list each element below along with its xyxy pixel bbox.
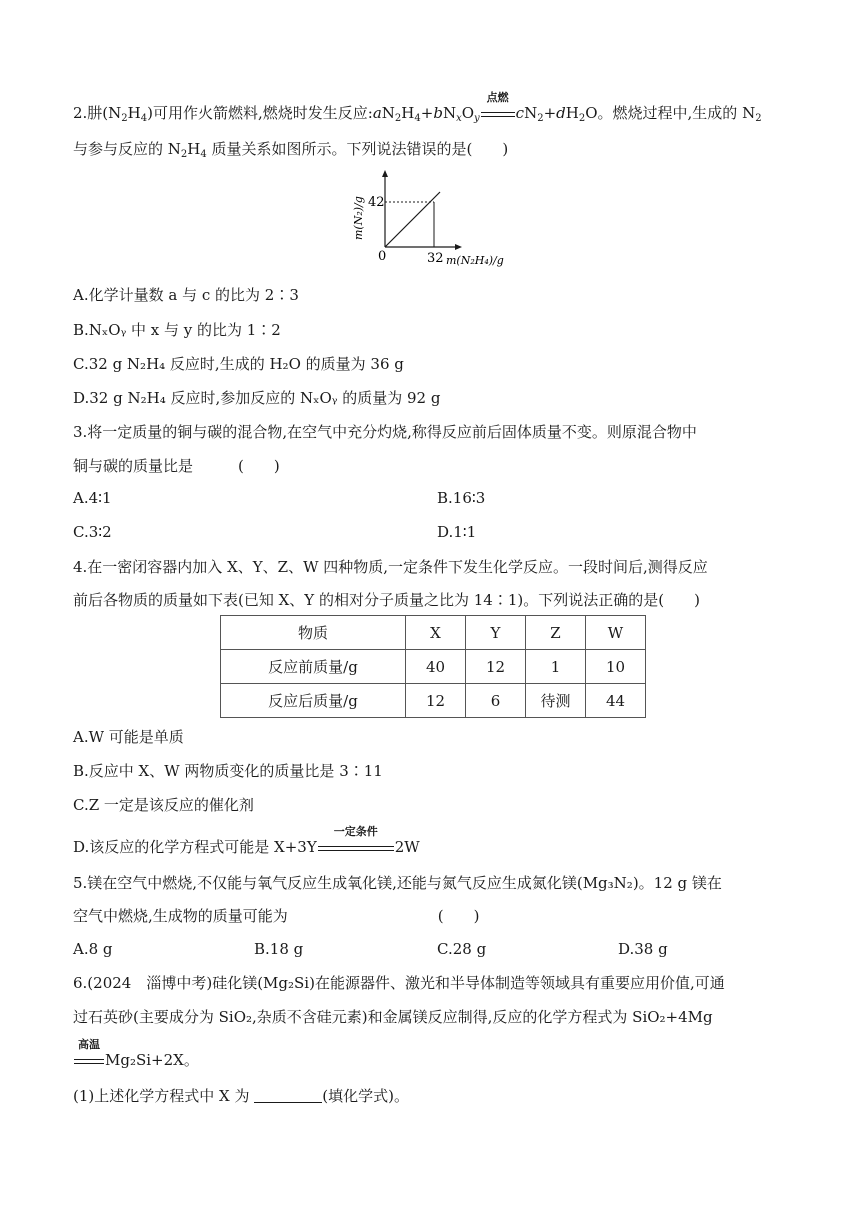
table-cell: 44 xyxy=(586,684,646,718)
q6-stem-line1: 6.(2024 淄博中考)硅化镁(Mg₂Si)在能源器件、激光和半导体制造等领域具有重要应用价值,可通 xyxy=(73,974,725,992)
q4-reaction-condition: 一定条件 xyxy=(317,837,395,857)
q2-stem-line1: 2.肼$(N_2H_4)$可用作火箭燃料,燃烧时发生反应$:aN_2H_4+bN_xO_y$ 点燃 $cN_2+dH_2O$。燃烧过程中,生成的 $N_2$ xyxy=(73,91,762,124)
table-cell: 待测 xyxy=(526,684,586,718)
q2-graph-line xyxy=(385,192,440,247)
q6-stem-line2: 过石英砂(主要成分为 SiO₂,杂质不含硅元素)和金属镁反应制得,反应的化学方程式为 SiO₂+4Mg xyxy=(73,1008,713,1026)
q5-option-b[interactable]: B.18 g xyxy=(254,940,304,958)
table-cell: 40 xyxy=(406,650,466,684)
table-row xyxy=(221,650,646,684)
q3-option-b[interactable]: B.16∶3 xyxy=(437,489,486,507)
q3-option-d[interactable]: D.1∶1 xyxy=(437,523,477,541)
q2-option-a[interactable]: A.化学计量数 a 与 c 的比为 2∶3 xyxy=(73,286,299,304)
q3-stem-line2: 铜与碳的质量比是 ( ) xyxy=(73,457,280,475)
q3-stem-line1: 3.将一定质量的铜与碳的混合物,在空气中充分灼烧,称得反应前后固体质量不变。则原混合物中 xyxy=(73,423,697,441)
table-cell: 12 xyxy=(406,684,466,718)
table-cell: 1 xyxy=(526,650,586,684)
table-cell: 6 xyxy=(466,684,526,718)
q4-option-c[interactable]: C.Z 一定是该反应的催化剂 xyxy=(73,796,254,814)
q2-option-c[interactable]: C.32 g N₂H₄ 反应时,生成的 H₂O 的质量为 36 g xyxy=(73,355,404,373)
q3-option-c[interactable]: C.3∶2 xyxy=(73,523,112,541)
q2-reaction-condition: 点燃 xyxy=(480,103,516,123)
table-cell: 12 xyxy=(466,650,526,684)
table-header-row xyxy=(221,616,646,650)
q5-option-a[interactable]: A.8 g xyxy=(73,940,113,958)
q4-option-d[interactable]: D.该反应的化学方程式可能是 X+3Y 一定条件 2W xyxy=(73,825,420,856)
q4-stem-line2: 前后各物质的质量如下表(已知 X、Y 的相对分子质量之比为 14∶1)。下列说法正确的是( ) xyxy=(73,591,700,609)
table-header-cell: Y xyxy=(466,616,526,650)
q6-answer-blank[interactable] xyxy=(254,1088,322,1103)
q4-option-b[interactable]: B.反应中 X、W 两物质变化的质量比是 3∶11 xyxy=(73,762,383,780)
table-cell: 10 xyxy=(586,650,646,684)
q2-graph-origin: 0 xyxy=(378,249,387,264)
q5-option-c[interactable]: C.28 g xyxy=(437,940,487,958)
table-header-cell: W xyxy=(586,616,646,650)
q4-mass-table xyxy=(220,615,646,718)
q2-graph-y-label: m(N₂)/g xyxy=(352,196,365,240)
q5-stem-line2: 空气中燃烧,生成物的质量可能为 ( ) xyxy=(73,907,480,925)
q2-graph-x-tick: 32 xyxy=(427,251,444,266)
q5-stem-line1: 5.镁在空气中燃烧,不仅能与氧气反应生成氧化镁,还能与氮气反应生成氮化镁(Mg₃N₂)。12 g 镁在 xyxy=(73,874,722,892)
q2-option-d[interactable]: D.32 g N₂H₄ 反应时,参加反应的 NₓOᵧ 的质量为 92 g xyxy=(73,389,441,407)
q6-reaction-condition: 高温 xyxy=(73,1050,105,1070)
q2-graph-y-tick: 42 xyxy=(368,195,385,210)
q2-option-b[interactable]: B.NₓOᵧ 中 x 与 y 的比为 1∶2 xyxy=(73,321,281,339)
q6-sub1: (1)上述化学方程式中 X 为 (填化学式)。 xyxy=(73,1087,409,1105)
q3-option-a[interactable]: A.4∶1 xyxy=(73,489,112,507)
q6-stem-line3: 高温 Mg₂Si+2X。 xyxy=(73,1050,199,1070)
table-header-cell: 物质 xyxy=(221,616,406,650)
table-header-cell: X xyxy=(406,616,466,650)
q2-graph-x-label: m(N₂H₄)/g xyxy=(446,254,504,267)
table-cell: 反应前质量/g xyxy=(221,650,406,684)
q2-mass-graph xyxy=(340,168,530,273)
q4-option-a[interactable]: A.W 可能是单质 xyxy=(73,728,184,746)
table-row xyxy=(221,684,646,718)
table-header-cell: Z xyxy=(526,616,586,650)
table-cell: 反应后质量/g xyxy=(221,684,406,718)
q5-option-d[interactable]: D.38 g xyxy=(618,940,668,958)
q2-stem-line2: 与参与反应的 $N_2H_4$ 质量关系如图所示。下列说法错误的是( ) xyxy=(73,140,509,160)
q4-stem-line1: 4.在一密闭容器内加入 X、Y、Z、W 四种物质,一定条件下发生化学反应。一段时间后,测得反应 xyxy=(73,558,708,576)
